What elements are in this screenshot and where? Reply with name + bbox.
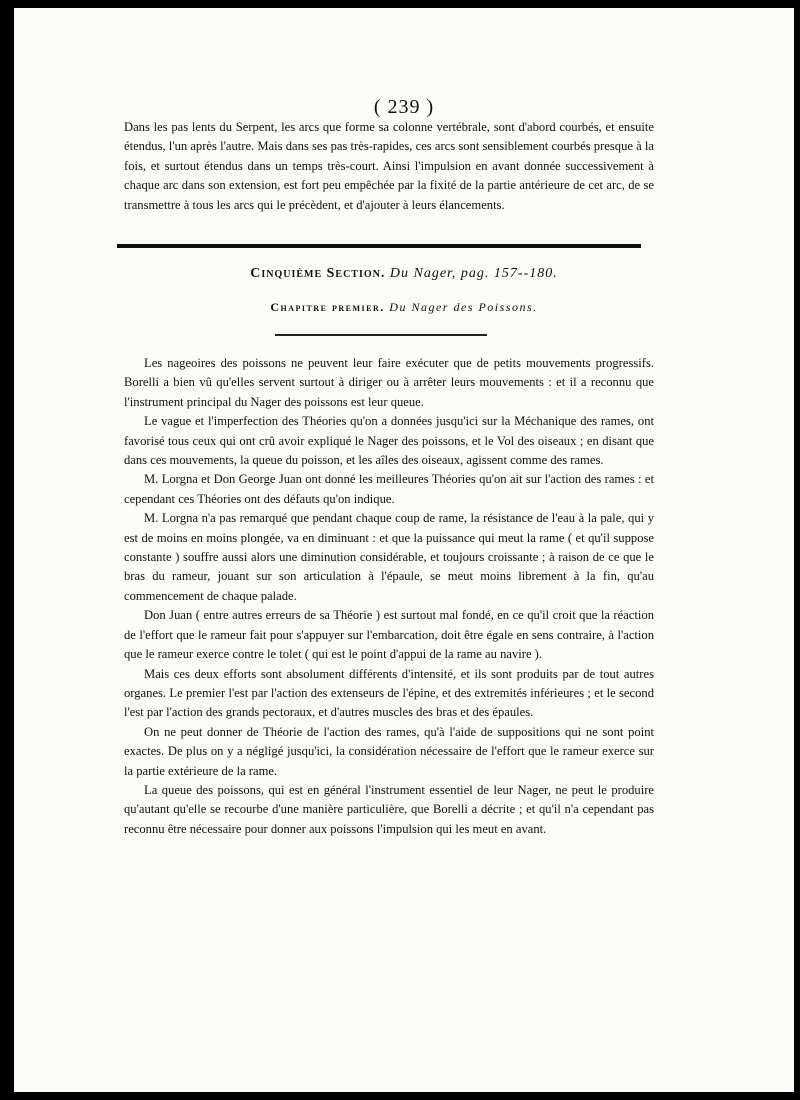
paragraph-7: On ne peut donner de Théorie de l'action des rames, qu'à l'aide de suppositions qui ne sont point exactes. De plus on y a négligé jusqu'ici, la considération nécessaire de l'effort que le rameur exerce sur la partie extérieure de la rame. — [124, 724, 654, 778]
section-title: Du Nager, pag. 157--180. — [389, 266, 558, 281]
chapter-title: Du Nager des Poissons. — [389, 300, 538, 314]
section-label: Cinquième Section. — [250, 266, 386, 281]
page-number: ( 239 ) — [373, 96, 435, 118]
book-page — [14, 8, 794, 1092]
chapter-body — [124, 354, 654, 839]
paragraph-6: Mais ces deux efforts sont absolument différents d'intensité, et ils sont produits par de tout autres organes. Le premier l'est par l'action des extenseurs de l'épine, et des extremités inférieures ; et le second l'est par l'action des grands pectoraux, et d'autres muscles des bras et des épaules. — [124, 666, 654, 720]
paragraph-2: Le vague et l'imperfection des Théories qu'on a données jusqu'ici sur la Méchanique des rames, ont favorisé tous ceux qui ont crû avoir expliqué le Nager des poissons, et le Vol des oiseaux ; en disant que dans ces mouvements, la queue du poisson, et les aîles des oiseaux, agissent comme des rames. — [124, 414, 654, 468]
chapter-heading — [14, 300, 794, 315]
paragraph-4: M. Lorgna n'a pas remarqué que pendant chaque coup de rame, la résistance de l'eau à la pale, qui y est de moins en moins plongée, va en diminuant : et que la puissance qui meut la rame ( et qu'il suppose constante ) souffre aussi alors une diminution considérable, et toujours croissante ; à raison de ce que le bras du rameur, jouant sur son articulation à l'épaule, se meut moins librement à la fin, qu'au commencement de chaque palade. — [124, 511, 654, 603]
paragraph-5: Don Juan ( entre autres erreurs de sa Théorie ) est surtout mal fondé, en ce qu'il croit que la réaction de l'effort que le rameur fait pour s'appuyer sur l'embarcation, doit être égale en sens contraire, à l'action que le rameur exerce contre le tolet ( qui est le point d'appui de la rame au navire ). — [124, 608, 654, 662]
section-divider — [117, 244, 641, 248]
intro-paragraph-block — [124, 118, 654, 215]
chapter-label: Chapitre premier. — [270, 300, 385, 314]
paragraph-8: La queue des poissons, qui est en général l'instrument essentiel de leur Nager, ne peut le produire qu'autant qu'elle se recourbe d'une manière particulière, que Borelli a décrite ; et qu'il n'a cependant pas reconnu être nécessaire pour donner aux poissons l'impulsion qui les meut en avant. — [124, 782, 654, 836]
intro-paragraph: Dans les pas lents du Serpent, les arcs que forme sa colonne vertébrale, sont d'abord courbés, et ensuite étendus, l'un après l'autre. Mais dans ses pas très-rapides, ces arcs sont sensiblement courbés presque à la fois, et surtout étendus dans un temps très-court. Ainsi l'impulsion en avant donnée successivement à chaque arc dans son extension, est fort peu empêchée par la fixité de la partie antérieure de cet arc, de se transmettre à tous les arcs qui le précèdent, et d'ajouter à leurs élancements. — [124, 120, 654, 212]
chapter-divider — [275, 334, 487, 336]
paragraph-3: M. Lorgna et Don George Juan ont donné les meilleures Théories qu'on ait sur l'action des rames : et cependant ces Théories ont des défauts qu'on indique. — [124, 472, 654, 506]
section-heading — [14, 266, 794, 282]
paragraph-1: Les nageoires des poissons ne peuvent leur faire exécuter que de petits mouvements progressifs. Borelli a bien vû qu'elles servent surtout à diriger ou à arrêter leurs mouvements : et il a reconnu que l'instrument principal du Nager des poissons est leur queue. — [124, 356, 654, 409]
